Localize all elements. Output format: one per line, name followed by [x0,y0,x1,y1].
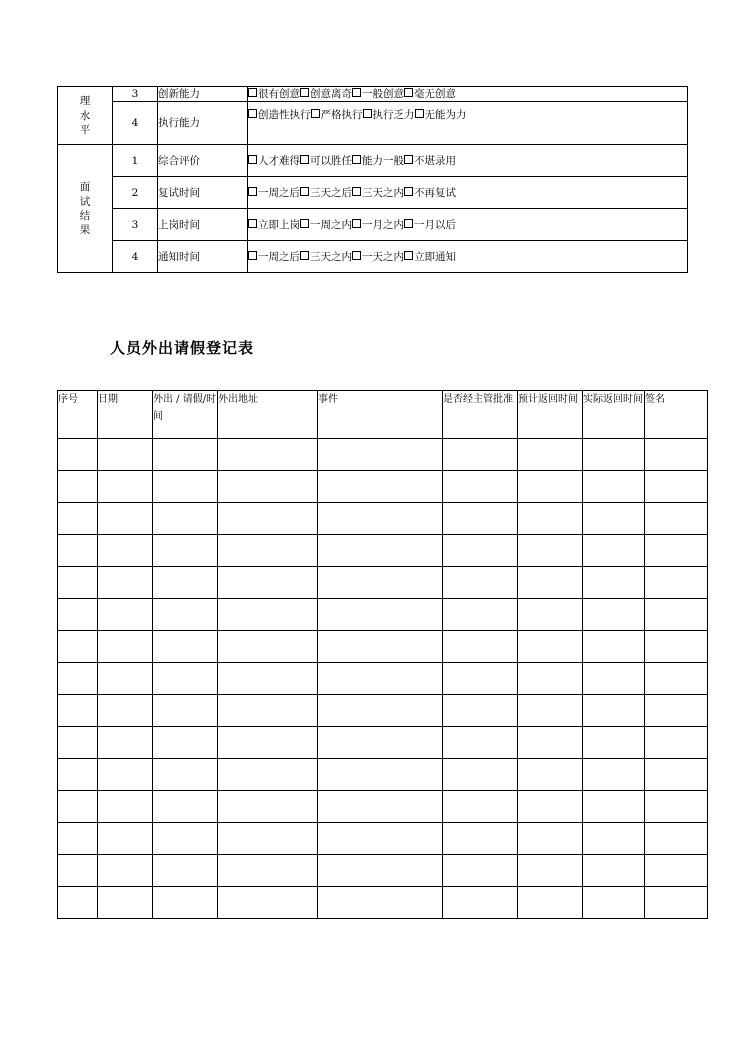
table-cell[interactable] [645,535,708,567]
row-options [248,102,688,145]
table-cell[interactable] [58,823,98,855]
table-cell[interactable] [58,631,98,663]
table-cell[interactable] [98,439,153,471]
table-cell[interactable] [518,663,583,695]
checkbox-icon[interactable] [248,219,257,228]
table-row [58,631,708,663]
option[interactable] [352,187,404,199]
option-label: 毫无创意 [414,88,456,100]
table-row [58,87,688,102]
table-cell[interactable] [218,759,318,791]
checkbox-icon[interactable] [352,219,361,228]
column-header-date: 日期 [98,391,153,439]
row-options [248,241,688,273]
table-cell[interactable] [645,439,708,471]
table-cell[interactable] [518,823,583,855]
option-label: 能力一般 [362,154,404,167]
checkbox-icon[interactable] [248,251,257,260]
option[interactable] [352,251,404,263]
group-char: 试 [79,195,91,208]
group-label-management-level [58,87,113,145]
table-row [58,102,688,145]
table-cell[interactable] [443,599,518,631]
option[interactable] [248,88,300,100]
table-cell[interactable] [583,887,645,919]
table-cell[interactable] [58,791,98,823]
table-cell[interactable] [98,535,153,567]
table-cell[interactable] [98,823,153,855]
table-cell[interactable] [645,631,708,663]
row-options [248,87,688,102]
table-cell[interactable] [518,631,583,663]
checkbox-icon[interactable] [352,187,361,196]
table-cell[interactable] [153,759,218,791]
table-cell[interactable] [153,791,218,823]
table-row [58,599,708,631]
table-cell[interactable] [98,887,153,919]
table-cell[interactable] [98,471,153,503]
option-label: 人才难得 [258,154,300,167]
evaluation-table-body [58,87,688,273]
table-cell[interactable] [98,567,153,599]
option[interactable] [404,219,456,231]
table-cell[interactable] [218,823,318,855]
row-options [248,209,688,241]
option-label: 三天之后 [310,186,352,199]
table-cell[interactable] [318,503,443,535]
table-row [58,471,708,503]
group-label-interview-result [58,145,113,273]
group-char: 结 [79,209,91,222]
table-row [58,695,708,727]
table-cell[interactable] [98,855,153,887]
table-row [58,759,708,791]
table-cell[interactable] [645,567,708,599]
row-item-label: 上岗时间 [158,209,248,241]
table-cell[interactable] [645,599,708,631]
table-cell[interactable] [518,855,583,887]
option[interactable] [248,219,300,231]
table-cell[interactable] [318,599,443,631]
group-char: 水 [79,109,91,122]
table-row [58,241,688,273]
table-cell[interactable] [98,695,153,727]
table-cell[interactable] [218,887,318,919]
checkbox-icon[interactable] [300,251,309,260]
table-cell[interactable] [318,727,443,759]
checkbox-icon[interactable] [404,155,413,164]
table-row [58,791,708,823]
table-cell[interactable] [518,759,583,791]
option[interactable] [415,109,467,121]
option[interactable] [404,155,456,167]
table-cell[interactable] [153,727,218,759]
checkbox-icon[interactable] [404,88,413,97]
checkbox-icon[interactable] [300,88,309,97]
table-row [58,855,708,887]
table-row [58,145,688,177]
table-cell[interactable] [58,663,98,695]
table-cell[interactable] [218,471,318,503]
group-char: 平 [79,123,91,136]
table-cell[interactable] [443,887,518,919]
table-row [58,823,708,855]
table-row [58,209,688,241]
column-header-actual-return: 实际返回时间 [583,391,645,439]
table-cell[interactable] [318,823,443,855]
leave-table-head [58,391,708,439]
column-header-event: 事件 [318,391,443,439]
row-number: 4 [113,102,158,145]
table-cell[interactable] [518,567,583,599]
checkbox-icon[interactable] [363,109,372,118]
option-label: 三天之内 [362,186,404,199]
option[interactable] [363,109,415,121]
table-cell[interactable] [583,663,645,695]
table-cell[interactable] [443,631,518,663]
group-char: 面 [79,181,91,194]
option-label: 无能为力 [424,109,467,122]
table-cell[interactable] [443,759,518,791]
table-cell[interactable] [443,663,518,695]
table-cell[interactable] [583,823,645,855]
table-cell[interactable] [583,471,645,503]
table-cell[interactable] [153,663,218,695]
option-label: 一天之内 [362,250,404,263]
evaluation-table [57,86,688,273]
table-cell[interactable] [645,727,708,759]
table-cell[interactable] [645,855,708,887]
table-cell[interactable] [518,471,583,503]
option-label: 严格执行 [320,109,363,122]
table-cell[interactable] [583,599,645,631]
checkbox-icon[interactable] [352,251,361,260]
row-item-label: 综合评价 [158,145,248,177]
table-cell[interactable] [98,791,153,823]
table-cell[interactable] [443,695,518,727]
checkbox-icon[interactable] [248,187,257,196]
table-cell[interactable] [443,855,518,887]
table-cell[interactable] [443,791,518,823]
table-cell[interactable] [153,695,218,727]
table-cell[interactable] [153,823,218,855]
leave-table-body [58,439,708,919]
checkbox-icon[interactable] [300,219,309,228]
table-cell[interactable] [443,535,518,567]
table-cell[interactable] [58,567,98,599]
table-cell[interactable] [153,503,218,535]
table-cell[interactable] [318,439,443,471]
table-cell[interactable] [58,471,98,503]
table-row [58,663,708,695]
option-label: 一周之后 [258,250,300,263]
option-label: 立即上岗 [258,218,300,231]
table-cell[interactable] [153,599,218,631]
table-cell[interactable] [58,727,98,759]
option-label: 不再复试 [414,186,456,199]
checkbox-icon[interactable] [404,219,413,228]
table-cell[interactable] [218,631,318,663]
option[interactable] [404,251,456,263]
row-options [248,177,688,209]
table-cell[interactable] [98,503,153,535]
checkbox-icon[interactable] [248,88,257,97]
option-label: 不堪录用 [414,154,456,167]
option[interactable] [404,187,456,199]
table-cell[interactable] [153,631,218,663]
table-cell[interactable] [58,503,98,535]
table-cell[interactable] [153,567,218,599]
table-cell[interactable] [218,791,318,823]
table-cell[interactable] [218,503,318,535]
table-cell[interactable] [583,439,645,471]
option-label: 创造性执行 [258,109,311,122]
table-row [58,177,688,209]
table-cell[interactable] [518,695,583,727]
option[interactable] [311,109,363,121]
table-cell[interactable] [443,439,518,471]
table-cell[interactable] [318,759,443,791]
table-cell[interactable] [645,503,708,535]
table-cell[interactable] [583,631,645,663]
table-cell[interactable] [153,471,218,503]
option[interactable] [300,219,352,231]
table-cell[interactable] [218,695,318,727]
row-number: 4 [113,241,158,273]
table-cell[interactable] [153,439,218,471]
option-label: 创意离奇 [310,88,352,100]
evaluation-table-container [57,86,687,273]
option[interactable] [300,251,352,263]
row-item-label: 通知时间 [158,241,248,273]
column-header-expected-return: 预计返回时间 [518,391,583,439]
table-cell[interactable] [583,567,645,599]
table-cell[interactable] [218,855,318,887]
table-cell[interactable] [518,887,583,919]
option-label: 一月之内 [362,218,404,231]
table-row [58,887,708,919]
table-cell[interactable] [518,727,583,759]
table-cell[interactable] [443,471,518,503]
table-row [58,727,708,759]
row-item-label: 创新能力 [158,87,248,102]
table-cell[interactable] [583,535,645,567]
column-header-address: 外出地址 [218,391,318,439]
table-row [58,503,708,535]
table-cell[interactable] [318,663,443,695]
table-cell[interactable] [443,823,518,855]
table-header-row [58,391,708,439]
table-cell[interactable] [645,791,708,823]
option[interactable] [248,251,300,263]
table-cell[interactable] [518,791,583,823]
table-cell[interactable] [583,727,645,759]
table-cell[interactable] [645,695,708,727]
table-cell[interactable] [518,439,583,471]
table-cell[interactable] [645,759,708,791]
table-cell[interactable] [98,663,153,695]
column-header-out-leave-time: 外出 / 请假/时间 [153,391,218,439]
table-cell[interactable] [318,631,443,663]
table-cell[interactable] [443,727,518,759]
checkbox-icon[interactable] [311,109,320,118]
option[interactable] [300,88,352,100]
table-cell[interactable] [318,887,443,919]
table-cell[interactable] [98,631,153,663]
option[interactable] [248,187,300,199]
table-cell[interactable] [443,503,518,535]
table-cell[interactable] [218,567,318,599]
column-header-approval: 是否经主管批准 [443,391,518,439]
option-label: 一周之后 [258,186,300,199]
table-cell[interactable] [583,503,645,535]
table-cell[interactable] [58,855,98,887]
table-row [58,535,708,567]
checkbox-icon[interactable] [352,155,361,164]
option[interactable] [248,109,311,121]
leave-register-table [57,390,708,919]
table-cell[interactable] [518,599,583,631]
option[interactable] [352,155,404,167]
table-cell[interactable] [58,695,98,727]
table-cell[interactable] [583,855,645,887]
option[interactable] [300,187,352,199]
table-cell[interactable] [98,599,153,631]
table-cell[interactable] [218,439,318,471]
table-cell[interactable] [443,567,518,599]
checkbox-icon[interactable] [415,109,424,118]
table-cell[interactable] [645,471,708,503]
option[interactable] [352,219,404,231]
table-cell[interactable] [218,599,318,631]
option[interactable] [352,88,404,100]
table-cell[interactable] [583,791,645,823]
option-label: 一般创意 [362,88,404,100]
group-char: 理 [79,95,91,108]
row-options [248,145,688,177]
row-number: 3 [113,209,158,241]
table-cell[interactable] [58,759,98,791]
option[interactable] [404,88,456,100]
table-cell[interactable] [518,535,583,567]
table-row [58,567,708,599]
column-header-signature: 签名 [645,391,708,439]
page-title: 人员外出请假登记表 [110,339,255,357]
table-cell[interactable] [218,663,318,695]
row-number: 3 [113,87,158,102]
checkbox-icon[interactable] [248,109,257,118]
option-label: 立即通知 [414,250,456,263]
row-number: 2 [113,177,158,209]
table-cell[interactable] [583,695,645,727]
table-cell[interactable] [58,887,98,919]
table-cell[interactable] [58,439,98,471]
option-label: 三天之内 [310,250,352,263]
table-cell[interactable] [518,503,583,535]
checkbox-icon[interactable] [404,251,413,260]
leave-register-table-container [57,390,687,919]
checkbox-icon[interactable] [300,187,309,196]
checkbox-icon[interactable] [404,187,413,196]
option[interactable] [248,155,300,167]
table-cell[interactable] [58,599,98,631]
checkbox-icon[interactable] [352,88,361,97]
table-cell[interactable] [218,535,318,567]
option[interactable] [300,155,352,167]
table-cell[interactable] [645,887,708,919]
table-cell[interactable] [583,759,645,791]
group-char: 果 [79,223,91,236]
table-row [58,439,708,471]
table-cell[interactable] [318,567,443,599]
checkbox-icon[interactable] [300,155,309,164]
table-cell[interactable] [318,535,443,567]
row-item-label: 复试时间 [158,177,248,209]
column-header-serial: 序号 [58,391,98,439]
row-item-label: 执行能力 [158,102,248,145]
table-cell[interactable] [318,695,443,727]
option-label: 可以胜任 [310,154,352,167]
table-cell[interactable] [58,535,98,567]
option-label: 很有创意 [258,88,300,100]
table-cell[interactable] [318,855,443,887]
table-cell[interactable] [153,855,218,887]
option-label: 执行乏力 [372,109,415,122]
table-cell[interactable] [318,791,443,823]
option-label: 一月以后 [414,218,456,231]
table-cell[interactable] [153,535,218,567]
table-cell[interactable] [98,727,153,759]
table-cell[interactable] [645,663,708,695]
table-cell[interactable] [645,823,708,855]
table-cell[interactable] [153,887,218,919]
option-label: 一周之内 [310,218,352,231]
table-cell[interactable] [318,471,443,503]
table-cell[interactable] [218,727,318,759]
checkbox-icon[interactable] [248,155,257,164]
row-number: 1 [113,145,158,177]
table-cell[interactable] [98,759,153,791]
